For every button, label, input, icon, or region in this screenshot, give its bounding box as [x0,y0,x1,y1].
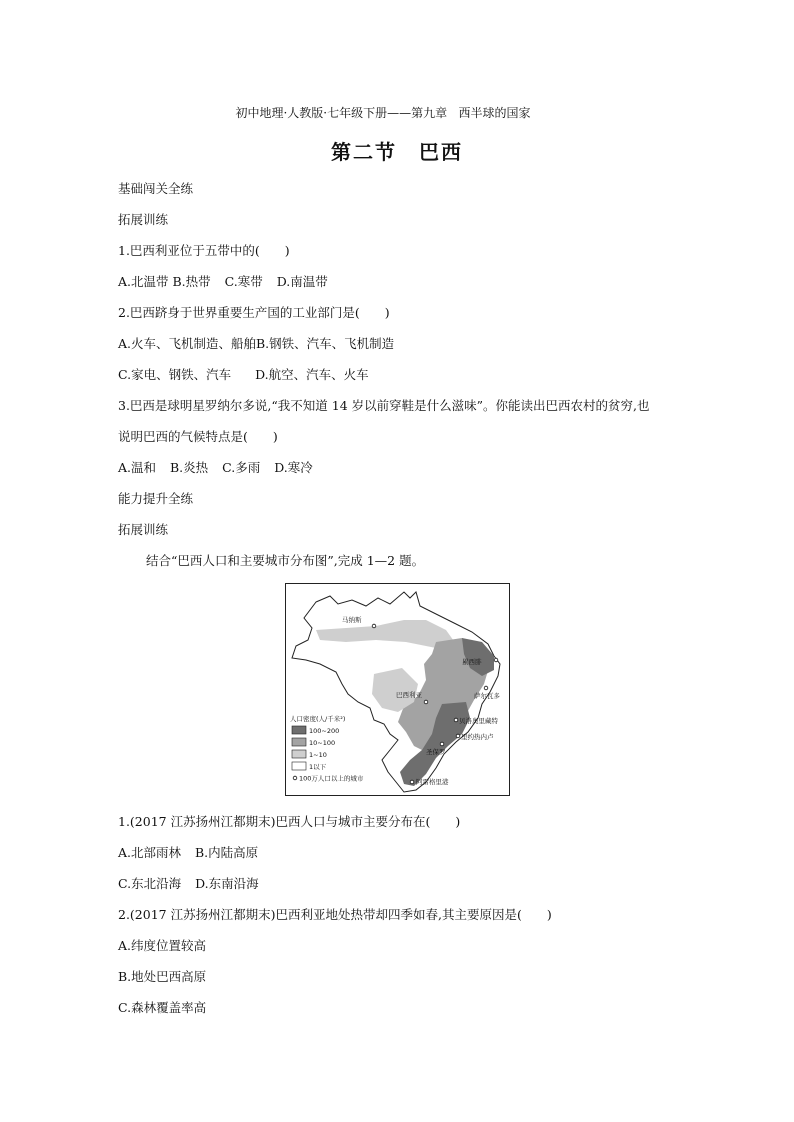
q2-option-c: C.家电、钢铁、汽车 [118,367,232,382]
brazil-population-map [285,583,510,796]
page-title: 第二节 巴西 [331,140,463,164]
q2-options-line1: A.火车、飞机制造、船舶B.钢铁、汽车、飞机制造 [118,336,395,351]
s2-q1-option-a: A.北部雨林 [118,845,182,860]
city-label-rio: 里约热内卢 [461,733,494,741]
legend-item-1: 100~200 [309,727,340,735]
city-dot-rio [456,734,460,738]
city-label-salvador: 萨尔瓦多 [474,692,500,700]
s2-q1-option-b: B.内陆高原 [195,845,259,860]
city-label-recife: 累西腓 [462,658,482,666]
map-svg [286,584,508,794]
legend-city: 100万人口以上的城市 [299,774,364,783]
city-label-belo-horizonte: 贝洛奥里藏特 [459,717,498,725]
legend-swatch-dark [292,726,306,734]
legend-swatch-mid [292,738,306,746]
legend-swatch-light [292,750,306,758]
q3-stem-line1: 3.巴西是球明星罗纳尔多说,“我不知道 14 岁以前穿鞋是什么滋味”。你能读出巴西农村的贫穷,也 [118,398,650,413]
q2-option-d: D.航空、汽车、火车 [255,367,369,382]
q3-option-b: B.炎热 [170,460,209,475]
s2-q2-option-a: A.纬度位置较高 [118,938,207,953]
section1-sub: 拓展训练 [118,212,169,227]
city-label-brasilia: 巴西利亚 [396,691,422,699]
q3-stem-line2: 说明巴西的气候特点是( ) [118,429,278,444]
section2-heading: 能力提升全练 [118,491,194,506]
section1-heading: 基础闯关全练 [118,181,194,196]
s2-q2-option-b: B.地处巴西高原 [118,969,207,984]
city-dot-brasilia [424,700,428,704]
map-legend [290,714,364,783]
city-dot-recife [494,658,498,662]
city-label-porto-alegre: 阿雷格里港 [416,778,449,786]
city-dot-sao-paulo [440,742,444,746]
q1-option-d: D.南温带 [276,274,328,289]
legend-title: 人口密度(人/千米²) [290,715,346,723]
q1-option-a: A.北温带 [118,274,169,289]
legend-swatch-white [292,762,306,770]
s2-q1-stem: 1.(2017 江苏扬州江都期末)巴西人口与城市主要分布在( ) [118,814,461,829]
header-chapter: 西半球的国家 [458,106,531,120]
page-header [0,104,794,121]
section2-intro: 结合“巴西人口和主要城市分布图”,完成 1—2 题。 [146,553,425,568]
legend-item-2: 10~100 [309,739,336,747]
s2-q2-option-c: C.森林覆盖率高 [118,1000,207,1015]
legend-item-3: 1~10 [309,751,327,759]
legend-item-4: 1以下 [309,763,327,771]
s2-q1-options-line1 [118,843,258,861]
q3-option-c: C.多雨 [222,460,261,475]
q3-option-d: D.寒冷 [274,460,313,475]
q2-options-line2 [118,365,369,383]
s2-q1-options-line2 [118,874,259,892]
city-dot-salvador [484,686,488,690]
s2-q1-option-c: C.东北沿海 [118,876,182,891]
city-label-manaus: 马纳斯 [342,616,362,624]
q1-option-b: B.热带 [172,274,211,289]
city-dot-manaus [372,624,376,628]
q3-option-a: A.温和 [118,460,157,475]
q1-stem: 1.巴西利亚位于五带中的( ) [118,243,290,258]
city-dot-belo-horizonte [454,718,458,722]
q3-options [118,458,313,476]
s2-q1-option-d: D.东南沿海 [195,876,259,891]
q1-options [118,272,328,290]
q1-option-c: C.寒带 [224,274,263,289]
q2-stem: 2.巴西跻身于世界重要生产国的工业部门是( ) [118,305,390,320]
section2-sub: 拓展训练 [118,522,169,537]
city-label-sao-paulo: 圣保罗 [426,748,446,756]
city-dot-porto-alegre [410,780,414,784]
legend-city-dot [293,776,297,780]
header-subject: 初中地理·人教版·七年级下册——第九章 [235,106,448,120]
s2-q2-stem: 2.(2017 江苏扬州江都期末)巴西利亚地处热带却四季如春,其主要原因是( ) [118,907,552,922]
